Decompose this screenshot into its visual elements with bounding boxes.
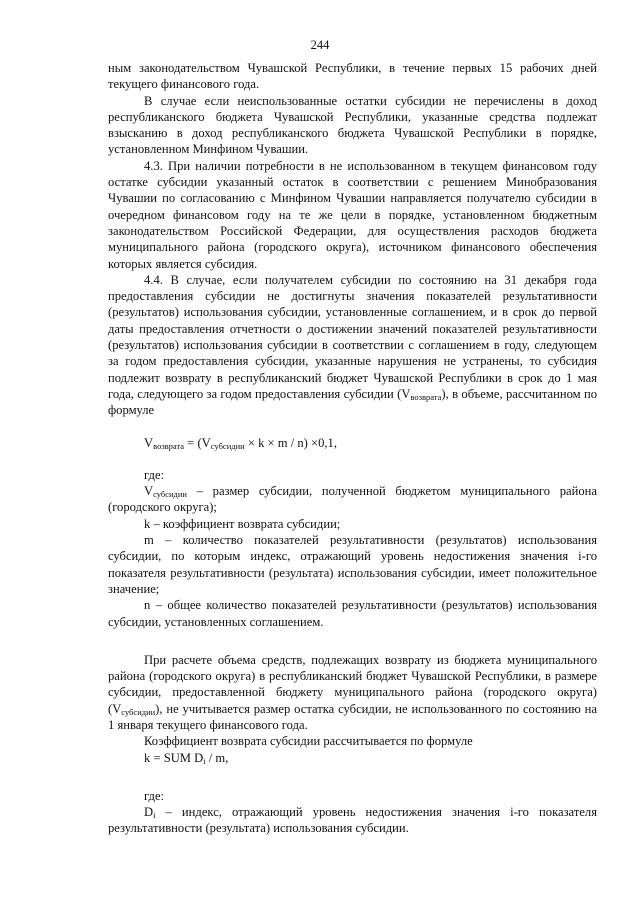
definition-v-subsidy: $V_{субсидии}$ – размер субсидии, полученной бюджетом муниципального района (городского округа); bbox=[108, 484, 597, 515]
subscript-vozvrata: возврата bbox=[410, 391, 442, 402]
definition-k: k – коэффициент возврата субсидии; bbox=[144, 516, 341, 531]
formula-coefficient: k = SUM $D_i$ / m, bbox=[144, 750, 229, 766]
paragraph-4-3: 4.3. При наличии потребности в не использованном в текущем финансовом году остатке субсидии указанный остаток в соответствии с решением Минобразования Чувашии по согласованию с Минфином Чувашии направляется получателю субсидии в очередном финансовом году на те же цели в порядке, установленном бюджетным законодательством Российской Федерации, для осуществления расходов бюджета муниципального района (городского округа), источником финансового обеспечения которых является субсидия. bbox=[108, 158, 597, 271]
document-body bbox=[108, 60, 597, 837]
paragraph-4-4-end: ), в объеме, рассчитанном по формуле bbox=[108, 386, 597, 418]
page-number: 244 bbox=[310, 38, 330, 52]
formula-return-volume: $V_{возврата} = (V_{субсидии} \times k \times m / n) \times 0,1$, bbox=[144, 435, 337, 451]
paragraph-return-calculation: При расчете объема средств, подлежащих возврату из бюджета муниципального района (городского округа) в республиканский бюджет Чувашской Республики, в размере субсидии, предоставленной бюджету муниципального района (городского округа) $(V_{субсидии})$, не учитывается размер остатка субсидии, не использованного по состоянию на 1 января текущего финансового года. bbox=[108, 652, 597, 732]
paragraph-4-4-text: 4.4. В случае, если получателем субсидии по состоянию на 31 декабря года предоставления субсидии не достигнуты значения показателей результативности (результатов) использования субсидии, установленные соглашением, и в срок до первой даты предоставления отчетности о достижении значений показателей результативности (результатов) использования субсидии в соответствии с соглашением в году, следующем за годом предоставления субсидии, указанные нарушения не устранены, то субсидия подлежит возврату в республиканский бюджет Чувашской Республики в срок до 1 мая года, следующего за годом предоставления субсидии (V bbox=[108, 272, 597, 401]
where-label-1: где: bbox=[144, 467, 165, 482]
paragraph-1: ным законодательством Чувашской Республики, в течение первых 15 рабочих дней текущего финансового года. bbox=[108, 61, 597, 92]
definition-m: m – количество показателей результативности (результатов) использования субсидии, по которым индекс, отражающий уровень недостижения значения i-го показателя результативности (результата) использования субсидии, имеет положительное значение; bbox=[108, 533, 597, 596]
definition-d-index: $D_i$ – индекс, отражающий уровень недостижения значения i-го показателя результативности (результата) использования субсидии. bbox=[108, 805, 597, 836]
paragraph-2: В случае если неиспользованные остатки субсидии не перечислены в доход республиканского бюджета Чувашской Республики, указанные средства подлежат взысканию в доход республиканского бюджета Чувашской Республики в порядке, установленном Минфином Чувашии. bbox=[108, 93, 597, 157]
paragraph-4-4 bbox=[108, 272, 597, 419]
definition-n: n – общее количество показателей результативности (результатов) использования субсидии, установленных соглашением. bbox=[108, 598, 597, 629]
paragraph-coefficient: Коэффициент возврата субсидии рассчитывается по формуле bbox=[144, 734, 473, 749]
where-label-2: где: bbox=[144, 788, 165, 803]
